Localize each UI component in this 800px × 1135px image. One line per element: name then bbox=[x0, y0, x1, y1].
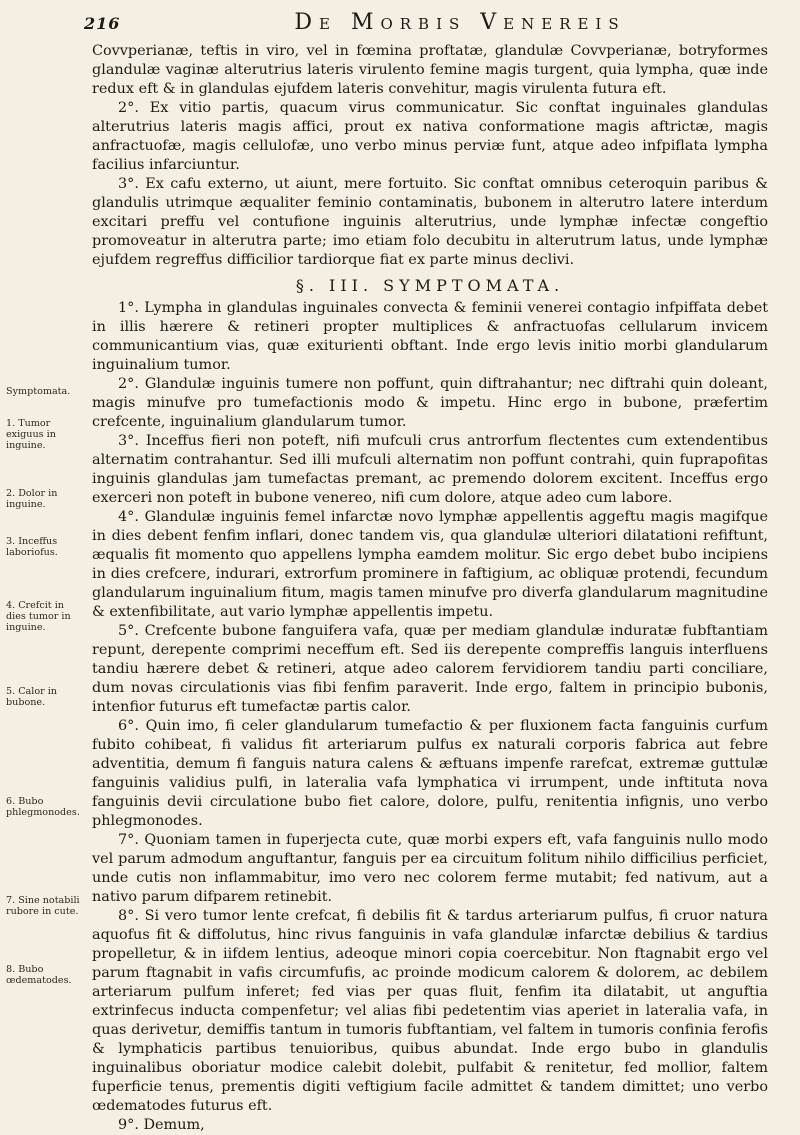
margin-note: 3. Inceffus laboriofus. bbox=[6, 536, 58, 558]
margin-note: 5. Calor in bubone. bbox=[6, 686, 57, 708]
margin-note: 6. Bubo phlegmonodes. bbox=[6, 796, 80, 818]
symptom-paragraph-1: 1°. Lympha in glandulas inguinales convecta & feminii venerei contagio infpiffata debet in illis hærere & retineri propter multiplices & anfractuofas cellularum invicem communicantium vias, quæ exiturienti obftant. Inde ergo levis initio morbi glandularum inguinalium tumor. bbox=[92, 300, 768, 373]
paragraph: Covvperianæ, teftis in viro, vel in fœmina proftatæ, glandulæ Covvperianæ, botryformes glandulæ vaginæ alterutrius lateris virulento femine magis turgent, quia lympha, quæ inde redux eft & in glandulas ejufdem lateris convehitur, magis virulenta futura eft. bbox=[92, 43, 768, 97]
page-number: 216 bbox=[84, 14, 121, 33]
paragraph: 3°. Ex cafu externo, ut aiunt, mere fortuito. Sic conftat omnibus ceteroquin paribus & glandulis utrimque æqualiter feminio contaminatis, bubonem in alterutro latere interdum excitari preffu vel contufione inguinis alterutrius, unde lymphæ infectæ congeftio promoveatur in alterutra parte; imo etiam folo decubitu in alterutrum latus, unde lymphæ ejufdem regreffus difficilior tardiorque fiat ex parte minus declivi. bbox=[92, 176, 768, 268]
paragraph: 2°. Ex vitio partis, quacum virus communicatur. Sic conftat inguinales glandulas alterutrius lateris magis affici, prout ex nativa conformatione magis aftrictæ, magis anfractuofæ, magis cellulofæ, uno verbo minus perviæ funt, atque adeo infpiflata lympha facilius infarciuntur. bbox=[92, 100, 768, 173]
page-header bbox=[60, 8, 780, 38]
margin-note: 2. Dolor in inguine. bbox=[6, 488, 58, 510]
section-title: §. III. SYMPTOMATA. bbox=[295, 276, 565, 295]
symptom-paragraph-2: 2°. Glandulæ inguinis tumere non poffunt, quin diftrahantur; nec diftrahi quin doleant, magis minufve pro tumefactionis modo & impetu. Hinc ergo in bubone, præfertim crefcente, inguinalium glandularum tumor. bbox=[92, 376, 768, 430]
symptom-paragraph-4: 4°. Glandulæ inguinis femel infarctæ novo lymphæ appellentis aggeftu magis magifque in dies debent fenfim inflari, donec tandem vis, qua glandulæ ulteriori dilatationi refiftunt, æqualis fit momento quo appellens lympha eamdem molitur. Sic ergo debet bubo incipiens in dies crefcere, indurari, extrorfum prominere in faftigium, ac obliquæ protendi, fecundum glandularum inguinalium fitum, magis tamen minufve pro diverfa glandularum magnitudine & extenfibilitate, aut vario lymphæ appellentis impetu. bbox=[92, 509, 768, 620]
main-text bbox=[92, 42, 768, 1135]
symptom-paragraph-7: 7°. Quoniam tamen in fuperjecta cute, quæ morbi expers eft, vafa fanguinis nullo modo vel parum admodum anguftantur, fanguis per ea circuitum folitum nihilo difficilius perficiet, unde cutis non inflammabitur, imo vero nec colorem ferme mutabit; fed nativum, aut a nativo parum difparem retinebit. bbox=[92, 832, 768, 905]
margin-note: 4. Crefcit in dies tumor in inguine. bbox=[6, 600, 71, 633]
margin-note: 8. Bubo œdematodes. bbox=[6, 964, 72, 986]
running-title: De Morbis Venereis bbox=[294, 10, 626, 35]
margin-note: 1. Tumor exiguus in inguine. bbox=[6, 418, 56, 451]
symptom-paragraph-6: 6°. Quin imo, fi celer glandularum tumefactio & per fluxionem facta fanguinis curfum fubito cohibeat, fi validus fit arteriarum pulfus ex naturali corporis fabrica aut febre adventitia, demum fi fanguis natura calens & æftuans impenfe rarefcat, extremæ guttulæ fanguinis validius pulfi, in lateralia vafa lymphatica vi irrumpent, unde inftituta nova fanguinis devii circulatione bubo fiet calore, dolore, pulfu, renitentia infignis, uno verbo phlegmonodes. bbox=[92, 718, 768, 829]
symptom-paragraph-9: 9°. Demum, bbox=[118, 1117, 205, 1133]
symptom-paragraph-3: 3°. Inceffus fieri non poteft, nifi mufculi crus antrorfum flectentes cum extendentibus alternatim contrahantur. Sed illi mufculi alternatim non poffunt contrahi, quin fuprapofitas inguinis glandulas jam tumefactas premant, ac premendo dolorem excitent. Inceffus ergo exerceri non poteft in bubone venereo, nifi cum dolore, atque adeo cum labore. bbox=[92, 433, 768, 506]
symptom-paragraph-5: 5°. Crefcente bubone fanguifera vafa, quæ per mediam glandulæ induratæ fubftantiam repunt, derepente comprimi neceffum eft. Sed iis derepente compreffis languis interfluens tandiu hærere debet & retineri, atque adeo calorem fervidiorem tandiu parti conciliare, dum novas circulationis vias fibi fenfim paraverit. Inde ergo, faltem in principio bubonis, intenfior futurus eft tumefactæ partis calor. bbox=[92, 623, 768, 715]
symptom-paragraph-8: 8°. Si vero tumor lente crefcat, fi debilis fit & tardus arteriarum pulfus, fi cruor natura aquofus fit & diffolutus, hinc rivus fanguinis in vafa glandulæ infarctæ debilius & tardius propelletur, & in iifdem lentius, adeoque minori copia coercebitur. Non ftagnabit ergo vel parum ftagnabit in vafis circumfufis, ac proinde modicum calorem & dolorem, ac debilem arteriarum pulfum inferet; fed vias per quas fluit, fenfim ita dilatabit, ut anguftia extrinfecus inducta compenfetur; vel alias fibi pedetentim vias aperiet in lateralia vafa, in quas derivetur, demiffis tantum in tumoris fubftantiam, vel faltem in tumoris confinia ferofis & lymphaticis partibus tenuioribus, quibus abundat. Inde ergo bubo in glandulis inguinalibus oboriatur modice calebit dolebit, pulfabit & renitetur, fed mollior, faltem fuperficie tenus, prementis digiti veftigium facile admittet & tandem dimittet; uno verbo œdematodes futurus eft. bbox=[92, 908, 768, 1114]
margin-note: 7. Sine notabili rubore in cute. bbox=[6, 895, 80, 917]
margin-note: Symptomata. bbox=[6, 386, 71, 397]
